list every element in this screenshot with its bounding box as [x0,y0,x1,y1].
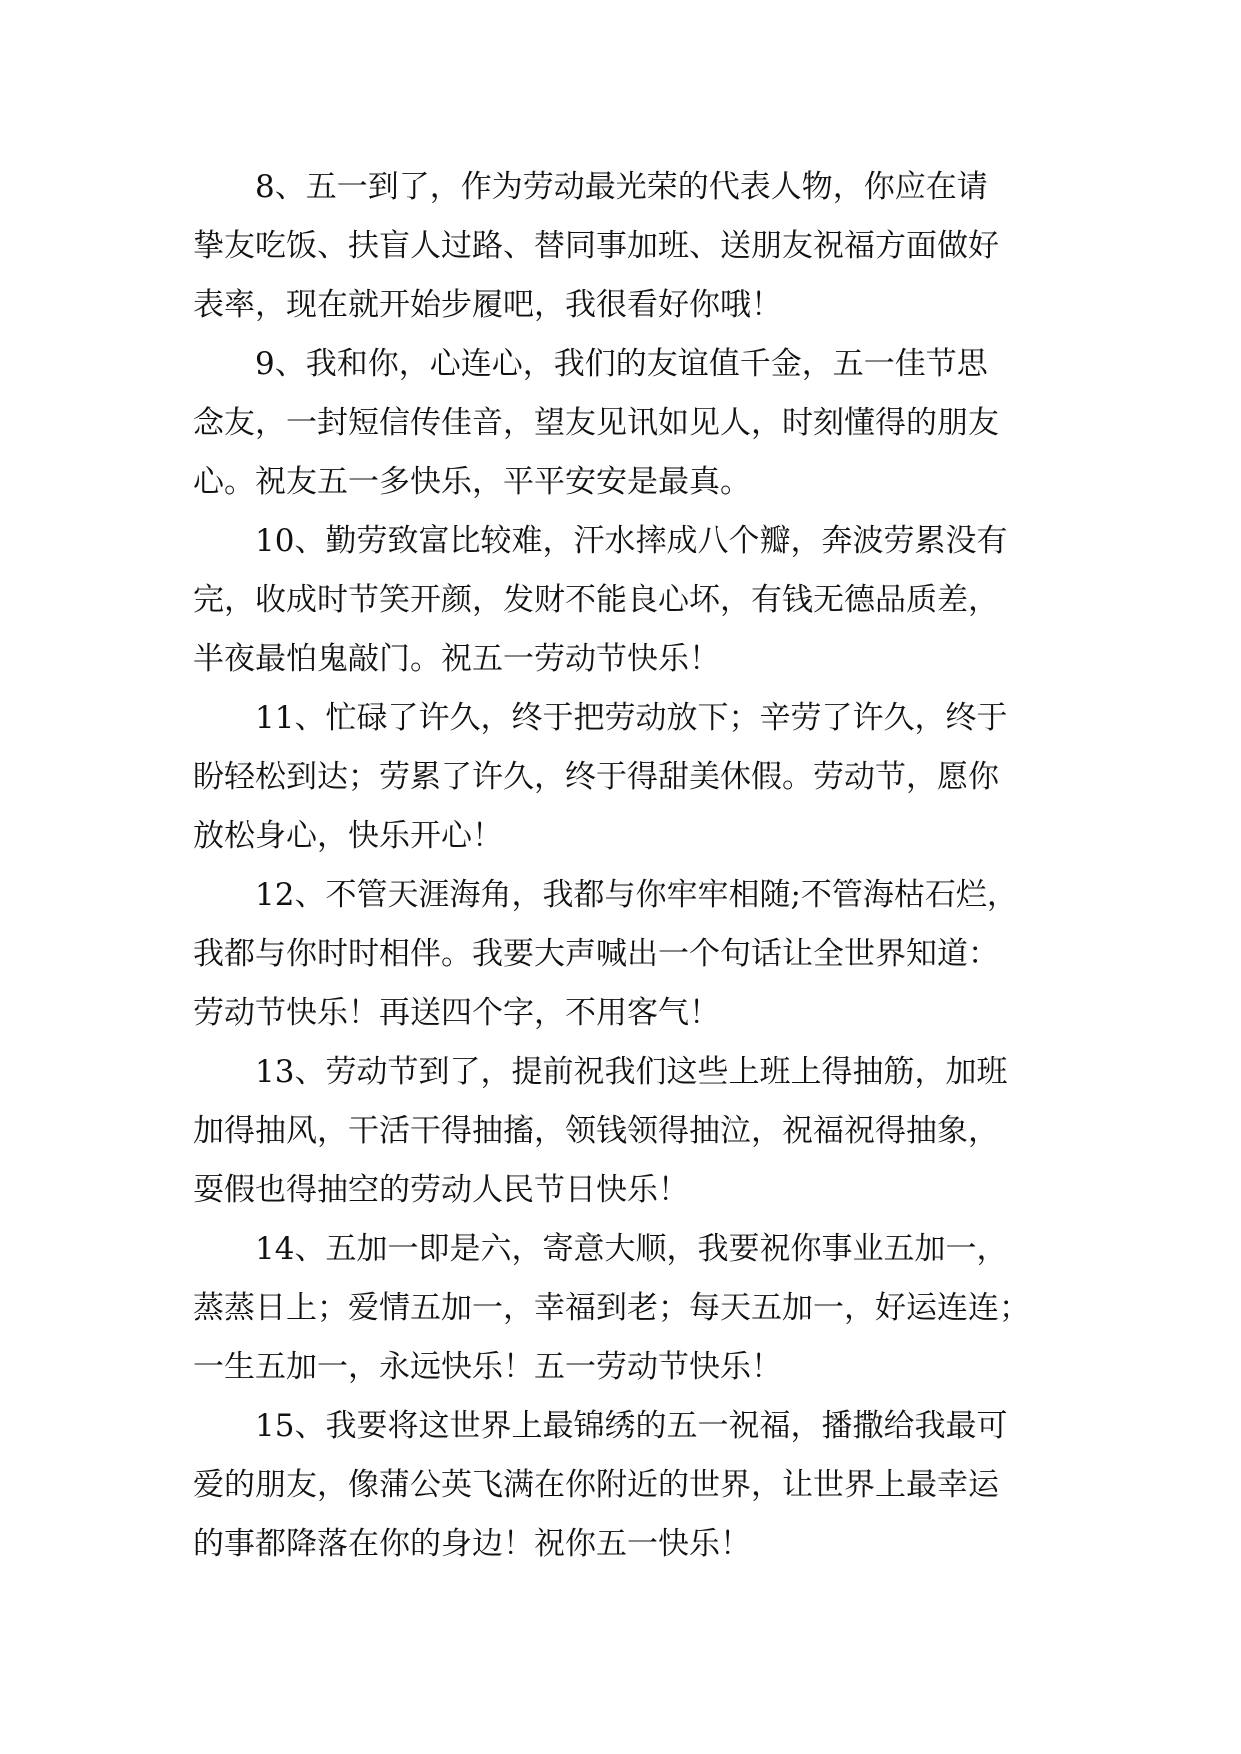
paragraph-10 [193,512,1058,689]
paragraph-line: 13、劳动节到了，提前祝我们这些上班上得抽筋，加班 [255,1054,1008,1090]
paragraph-line: 蒸蒸日上；爱情五加一，幸福到老；每天五加一，好运连连； [193,1290,1030,1326]
paragraph-line: 挚友吃饭、扶盲人过路、替同事加班、送朋友祝福方面做好 [193,228,999,264]
paragraph-line: 9、我和你，心连心，我们的友谊值千金，五一佳节思 [255,346,988,382]
paragraph-11 [193,689,1058,866]
paragraph-line: 11、忙碌了许久，终于把劳动放下；辛劳了许久，终于 [255,700,1008,736]
paragraph-9 [193,335,1058,512]
paragraph-8 [193,158,1058,335]
paragraph-line: 心。祝友五一多快乐，平平安安是最真。 [193,464,751,500]
paragraph-line: 劳动节快乐！再送四个字，不用客气！ [193,995,720,1031]
paragraph-line: 14、五加一即是六，寄意大顺，我要祝你事业五加一， [255,1231,1008,1267]
paragraph-14 [193,1220,1058,1397]
paragraph-line: 半夜最怕鬼敲门。祝五一劳动节快乐！ [193,641,720,677]
paragraph-line: 完，收成时节笑开颜，发财不能良心坏，有钱无德品质差， [193,582,999,618]
paragraph-line: 一生五加一，永远快乐！五一劳动节快乐！ [193,1349,782,1385]
paragraph-line: 加得抽风，干活干得抽搐，领钱领得抽泣，祝福祝得抽象， [193,1113,999,1149]
paragraph-12 [193,866,1058,1043]
paragraph-line: 耍假也得抽空的劳动人民节日快乐！ [193,1172,689,1208]
paragraph-line: 盼轻松到达；劳累了许久，终于得甜美休假。劳动节，愿你 [193,759,999,795]
paragraph-line: 念友，一封短信传佳音，望友见讯如见人，时刻懂得的朋友 [193,405,999,441]
paragraph-13 [193,1043,1058,1220]
paragraph-15 [193,1397,1058,1574]
document-content [193,158,1058,1574]
paragraph-line: 8、五一到了，作为劳动最光荣的代表人物，你应在请 [255,169,988,205]
paragraph-line: 我都与你时时相伴。我要大声喊出一个句话让全世界知道： [193,936,999,972]
paragraph-line: 放松身心，快乐开心！ [193,818,503,854]
paragraph-line: 15、我要将这世界上最锦绣的五一祝福，播撒给我最可 [255,1408,1008,1444]
paragraph-line: 的事都降落在你的身边！祝你五一快乐！ [193,1526,751,1562]
paragraph-line: 12、不管天涯海角，我都与你牢牢相随;不管海枯石烂， [255,877,1018,913]
paragraph-line: 10、勤劳致富比较难，汗水摔成八个瓣，奔波劳累没有 [255,523,1008,559]
paragraph-line: 表率，现在就开始步履吧，我很看好你哦！ [193,287,782,323]
paragraph-line: 爱的朋友，像蒲公英飞满在你附近的世界，让世界上最幸运 [193,1467,999,1503]
